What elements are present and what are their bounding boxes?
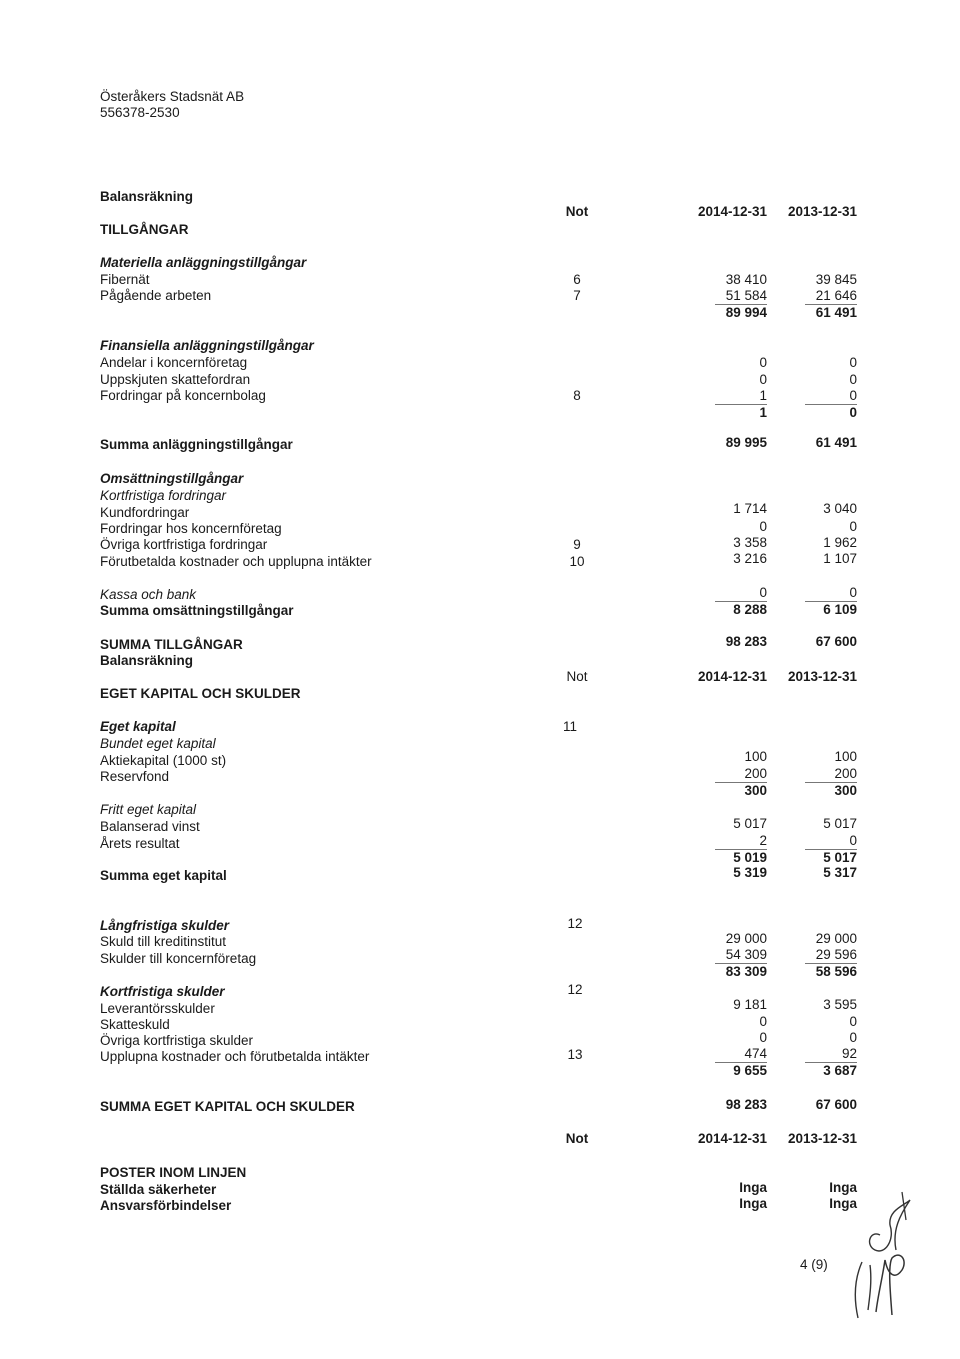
row-value-2014: Inga bbox=[739, 1180, 767, 1195]
row-note: 6 bbox=[573, 272, 581, 287]
row-value-2013: 0 bbox=[849, 585, 857, 600]
total-2014: 89 995 bbox=[725, 435, 767, 450]
company-name: Österåkers Stadsnät AB bbox=[100, 89, 245, 104]
total-label: Summa eget kapital bbox=[100, 868, 227, 883]
row-value-2013: 0 bbox=[849, 833, 857, 848]
row-label: Pågående arbeten bbox=[100, 288, 212, 303]
subtotal-2013: 5 017 bbox=[823, 850, 857, 865]
row-label: Ansvarsförbindelser bbox=[100, 1198, 232, 1213]
total-2013: 5 317 bbox=[823, 865, 857, 880]
row-value-2014: 54 309 bbox=[725, 947, 767, 962]
row-value-2014: 474 bbox=[744, 1046, 767, 1061]
row-note: 12 bbox=[567, 982, 583, 997]
row-value-2014: 0 bbox=[759, 1030, 767, 1045]
row-value-2014: 9 181 bbox=[733, 997, 767, 1012]
row-label: Andelar i koncernföretag bbox=[100, 355, 248, 370]
row-value-2014: 0 bbox=[759, 355, 767, 370]
col-header-2014: 2014-12-31 bbox=[697, 1131, 767, 1146]
col-header-not: Not bbox=[566, 669, 588, 684]
group-title-langfristiga: Långfristiga skulder bbox=[100, 918, 230, 933]
subgroup-title: Bundet eget kapital bbox=[100, 736, 216, 751]
row-value-2014: 0 bbox=[759, 372, 767, 387]
row-label: Övriga kortfristiga skulder bbox=[100, 1033, 254, 1048]
total-2013: 6 109 bbox=[823, 602, 857, 617]
total-2014: 8 288 bbox=[733, 602, 767, 617]
row-label: Årets resultat bbox=[100, 836, 180, 851]
row-label-kassa: Kassa och bank bbox=[100, 587, 197, 602]
page-number: 4 (9) bbox=[800, 1257, 828, 1272]
row-label: Skuld till kreditinstitut bbox=[100, 934, 227, 949]
grand-total-label: SUMMA TILLGÅNGAR bbox=[100, 637, 243, 652]
row-value-2014: 0 bbox=[759, 519, 767, 534]
row-value-2013: Inga bbox=[829, 1196, 857, 1211]
subgroup-title: Fritt eget kapital bbox=[100, 802, 197, 817]
row-value-2013: 21 646 bbox=[815, 288, 857, 303]
row-value-2013: 0 bbox=[849, 355, 857, 370]
grand-total-2013: 67 600 bbox=[815, 1097, 857, 1112]
group-title-eget-kapital: Eget kapital bbox=[100, 719, 176, 734]
row-value-2013: Inga bbox=[829, 1180, 857, 1195]
group-title-finansiella: Finansiella anläggningstillgångar bbox=[100, 338, 314, 353]
section-title-poster: POSTER INOM LINJEN bbox=[100, 1165, 247, 1180]
subgroup-title: Kortfristiga fordringar bbox=[100, 488, 227, 503]
org-number: 556378-2530 bbox=[100, 105, 180, 120]
row-value-2014: 3 358 bbox=[733, 535, 767, 550]
row-label: Förutbetalda kostnader och upplupna intäkter bbox=[100, 554, 372, 569]
row-value-2014: 0 bbox=[759, 585, 767, 600]
row-value-2013: 100 bbox=[834, 749, 857, 764]
row-value-2013: 0 bbox=[849, 519, 857, 534]
row-value-2013: 3 595 bbox=[823, 997, 857, 1012]
col-header-2014: 2014-12-31 bbox=[697, 669, 767, 684]
row-value-2014: 1 bbox=[759, 388, 767, 403]
row-value-2013: 92 bbox=[841, 1046, 857, 1061]
subtotal-2014: 5 019 bbox=[733, 850, 767, 865]
subtotal-2013: 61 491 bbox=[815, 305, 857, 320]
row-value-2013: 0 bbox=[849, 388, 857, 403]
row-note: 13 bbox=[567, 1047, 583, 1062]
subtotal-2014: 89 994 bbox=[725, 305, 767, 320]
row-label: Skulder till koncernföretag bbox=[100, 951, 257, 966]
group-title-omsattning: Omsättningstillgångar bbox=[100, 471, 244, 486]
row-label: Fordringar hos koncernföretag bbox=[100, 521, 282, 536]
group-title-kortfristiga: Kortfristiga skulder bbox=[100, 984, 225, 999]
col-header-not: Not bbox=[565, 204, 589, 219]
grand-total-2013: 67 600 bbox=[815, 634, 857, 649]
row-value-2014: Inga bbox=[739, 1196, 767, 1211]
row-label: Ställda säkerheter bbox=[100, 1182, 217, 1197]
subtotal-2014: 83 309 bbox=[725, 964, 767, 979]
row-value-2013: 5 017 bbox=[823, 816, 857, 831]
row-label: Fibernät bbox=[100, 272, 150, 287]
row-label: Reservfond bbox=[100, 769, 170, 784]
subtotal-2014: 300 bbox=[744, 783, 767, 798]
group-title-materiella: Materiella anläggningstillgångar bbox=[100, 255, 307, 270]
row-note: 9 bbox=[573, 537, 581, 552]
col-header-2014: 2014-12-31 bbox=[697, 204, 767, 219]
row-value-2013: 1 962 bbox=[823, 535, 857, 550]
row-label: Aktiekapital (1000 st) bbox=[100, 753, 227, 768]
section-title-assets: TILLGÅNGAR bbox=[100, 222, 189, 237]
row-value-2014: 0 bbox=[759, 1014, 767, 1029]
row-value-2013: 3 040 bbox=[823, 501, 857, 516]
subtotal-2014: 9 655 bbox=[733, 1063, 767, 1078]
total-label: Summa anläggningstillgångar bbox=[100, 437, 293, 452]
row-value-2013: 29 000 bbox=[815, 931, 857, 946]
row-note: 12 bbox=[567, 916, 583, 931]
row-value-2013: 0 bbox=[849, 1030, 857, 1045]
col-header-2013: 2013-12-31 bbox=[787, 204, 857, 219]
col-header-2013: 2013-12-31 bbox=[787, 1131, 857, 1146]
row-value-2014: 3 216 bbox=[733, 551, 767, 566]
row-value-2014: 1 714 bbox=[733, 501, 767, 516]
row-label: Upplupna kostnader och förutbetalda intäkter bbox=[100, 1049, 370, 1064]
row-label: Kundfordringar bbox=[100, 505, 190, 520]
row-note: 7 bbox=[573, 288, 581, 303]
col-header-not: Not bbox=[565, 1131, 589, 1146]
subtotal-2013: 3 687 bbox=[823, 1063, 857, 1078]
handwritten-initials-icon bbox=[840, 1180, 930, 1320]
subtotal-2013: 300 bbox=[834, 783, 857, 798]
total-2013: 61 491 bbox=[815, 435, 857, 450]
row-label: Skatteskuld bbox=[100, 1017, 170, 1032]
balance-sheet-title: Balansräkning bbox=[100, 189, 194, 204]
row-value-2013: 200 bbox=[834, 766, 857, 781]
row-value-2014: 51 584 bbox=[725, 288, 767, 303]
row-value-2014: 38 410 bbox=[725, 272, 767, 287]
subtotal-2014: 1 bbox=[759, 405, 767, 420]
row-note: 8 bbox=[573, 388, 581, 403]
row-label: Övriga kortfristiga fordringar bbox=[100, 537, 268, 552]
row-value-2014: 2 bbox=[759, 833, 767, 848]
section-title-liabilities: EGET KAPITAL OCH SKULDER bbox=[100, 686, 301, 701]
row-value-2014: 29 000 bbox=[725, 931, 767, 946]
row-value-2013: 0 bbox=[849, 1014, 857, 1029]
subtotal-2013: 0 bbox=[849, 405, 857, 420]
row-label: Uppskjuten skattefordran bbox=[100, 372, 251, 387]
row-label: Leverantörsskulder bbox=[100, 1001, 215, 1016]
grand-total-2014: 98 283 bbox=[725, 1097, 767, 1112]
row-label: Balanserad vinst bbox=[100, 819, 200, 834]
row-label: Fordringar på koncernbolag bbox=[100, 388, 266, 403]
total-label: Summa omsättningstillgångar bbox=[100, 603, 294, 618]
row-value-2013: 0 bbox=[849, 372, 857, 387]
row-value-2014: 100 bbox=[744, 749, 767, 764]
row-value-2013: 29 596 bbox=[815, 947, 857, 962]
row-value-2014: 200 bbox=[744, 766, 767, 781]
row-value-2013: 1 107 bbox=[823, 551, 857, 566]
col-header-2013: 2013-12-31 bbox=[787, 669, 857, 684]
row-value-2014: 5 017 bbox=[733, 816, 767, 831]
grand-total-label: SUMMA EGET KAPITAL OCH SKULDER bbox=[100, 1099, 355, 1114]
row-note: 10 bbox=[569, 554, 585, 569]
row-value-2013: 39 845 bbox=[815, 272, 857, 287]
total-2014: 5 319 bbox=[733, 865, 767, 880]
row-note: 11 bbox=[562, 719, 577, 734]
balance-sheet-title: Balansräkning bbox=[100, 653, 194, 668]
grand-total-2014: 98 283 bbox=[725, 634, 767, 649]
subtotal-2013: 58 596 bbox=[815, 964, 857, 979]
